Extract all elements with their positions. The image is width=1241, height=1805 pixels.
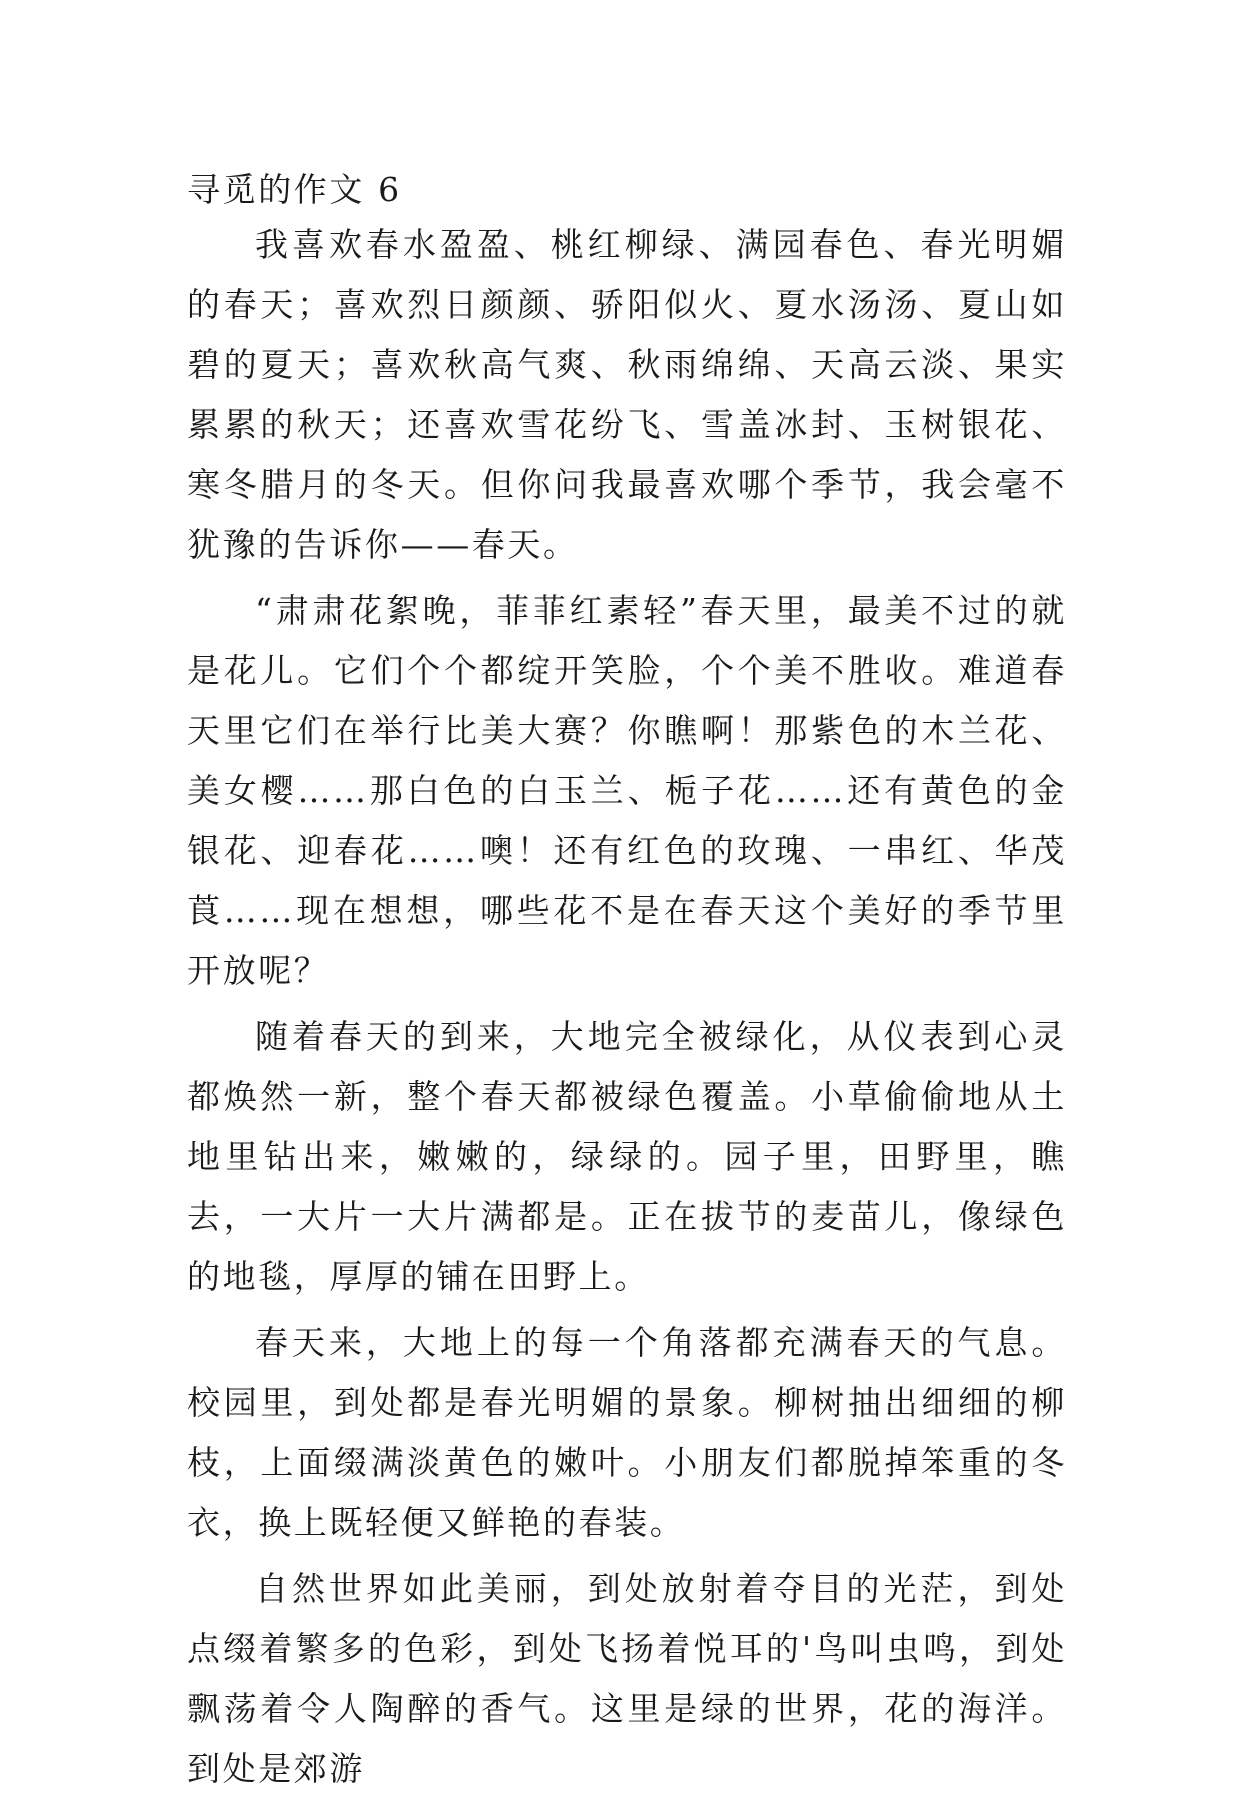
document-title: 寻觅的作文 6 <box>187 170 402 209</box>
paragraph-2: “肃肃花絮晚，菲菲红素轻”春天里，最美不过的就是花儿。它们个个都绽开笑脸，个个美不胜收。难道春天里它们在举行比美大赛？你瞧啊！那紫色的木兰花、美女樱……那白色的白玉兰、栀子花……还有黄色的金银花、迎春花……噢！还有红色的玫瑰、一串红、华茂莨……现在想想，哪些花不是在春天这个美好的季节里开放呢？ <box>187 591 1067 990</box>
document-body <box>187 160 1067 1805</box>
paragraph-3: 随着春天的到来，大地完全被绿化，从仪表到心灵都焕然一新，整个春天都被绿色覆盖。小草偷偷地从土地里钻出来，嫩嫩的，绿绿的。园子里，田野里，瞧去，一大片一大片满都是。正在拔节的麦苗儿，像绿色的地毯，厚厚的铺在田野上。 <box>187 1017 1067 1296</box>
paragraph-1: 我喜欢春水盈盈、桃红柳绿、满园春色、春光明媚的春天；喜欢烈日颜颜、骄阳似火、夏水汤汤、夏山如碧的夏天；喜欢秋高气爽、秋雨绵绵、天高云淡、果实累累的秋天；还喜欢雪花纷飞、雪盖冰封、玉树银花、寒冬腊月的冬天。但你问我最喜欢哪个季节，我会毫不犹豫的告诉你——春天。 <box>187 225 1067 564</box>
paragraph-5: 自然世界如此美丽，到处放射着夺目的光茫，到处点缀着繁多的色彩，到处飞扬着悦耳的'鸟叫虫鸣，到处飘荡着令人陶醉的香气。这里是绿的世界，花的海洋。到处是郊游 <box>187 1569 1067 1788</box>
paragraph-4: 春天来，大地上的每一个角落都充满春天的气息。校园里，到处都是春光明媚的景象。柳树抽出细细的柳枝，上面缀满淡黄色的嫩叶。小朋友们都脱掉笨重的冬衣，换上既轻便又鲜艳的春装。 <box>187 1323 1067 1542</box>
